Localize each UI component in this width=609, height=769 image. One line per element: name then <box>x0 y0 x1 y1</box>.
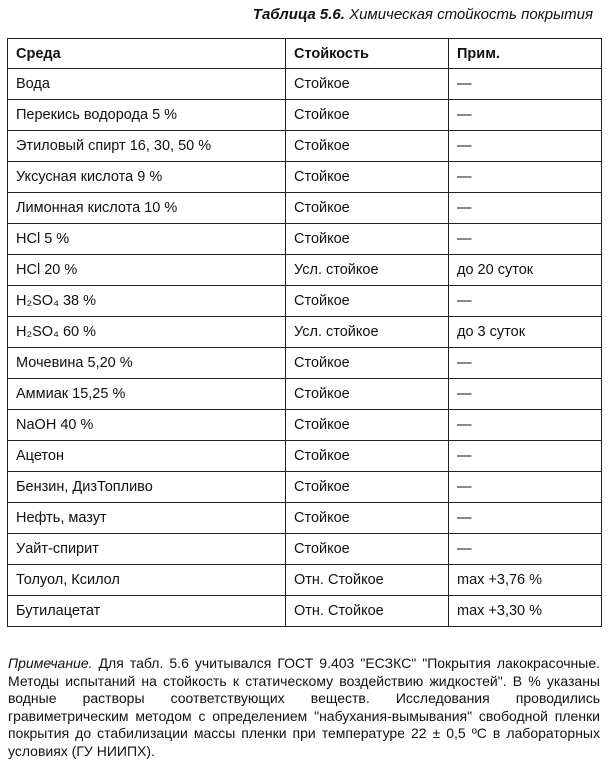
cell-resistance: Стойкое <box>286 410 449 441</box>
cell-note: — <box>449 131 602 162</box>
cell-note: max +3,76 % <box>449 565 602 596</box>
cell-resistance: Отн. Стойкое <box>286 565 449 596</box>
cell-note: — <box>449 100 602 131</box>
table-row <box>8 441 602 472</box>
cell-resistance: Стойкое <box>286 162 449 193</box>
cell-note: до 3 суток <box>449 317 602 348</box>
cell-resistance: Стойкое <box>286 69 449 100</box>
footnote <box>8 655 600 760</box>
table-row <box>8 162 602 193</box>
table-caption-label: Таблица 5.6. <box>252 6 345 23</box>
table-row <box>8 565 602 596</box>
cell-resistance: Стойкое <box>286 348 449 379</box>
cell-medium: HCl 5 % <box>8 224 286 255</box>
cell-medium: Уайт-спирит <box>8 534 286 565</box>
table-caption-title: Химическая стойкость покрытия <box>349 6 593 23</box>
cell-resistance: Усл. стойкое <box>286 255 449 286</box>
cell-medium: Бензин, ДизТопливо <box>8 472 286 503</box>
table-row <box>8 224 602 255</box>
cell-note: до 20 суток <box>449 255 602 286</box>
cell-medium: Бутилацетат <box>8 596 286 627</box>
table-row <box>8 286 602 317</box>
cell-resistance: Стойкое <box>286 472 449 503</box>
cell-note: max +3,30 % <box>449 596 602 627</box>
header-medium: Среда <box>8 39 286 69</box>
cell-medium: Толуол, Ксилол <box>8 565 286 596</box>
cell-medium: Лимонная кислота 10 % <box>8 193 286 224</box>
chemical-resistance-table <box>7 38 602 627</box>
cell-resistance: Стойкое <box>286 534 449 565</box>
table-row <box>8 348 602 379</box>
cell-note: — <box>449 348 602 379</box>
cell-resistance: Стойкое <box>286 100 449 131</box>
table-row <box>8 193 602 224</box>
cell-medium: Вода <box>8 69 286 100</box>
cell-medium: HCl 20 % <box>8 255 286 286</box>
cell-resistance: Стойкое <box>286 503 449 534</box>
table-row <box>8 255 602 286</box>
table-row <box>8 410 602 441</box>
cell-resistance: Стойкое <box>286 441 449 472</box>
table-row <box>8 503 602 534</box>
cell-medium: Уксусная кислота 9 % <box>8 162 286 193</box>
cell-resistance: Стойкое <box>286 193 449 224</box>
cell-resistance: Стойкое <box>286 224 449 255</box>
header-resistance: Стойкость <box>286 39 449 69</box>
cell-resistance: Стойкое <box>286 131 449 162</box>
cell-note: — <box>449 441 602 472</box>
cell-medium: Нефть, мазут <box>8 503 286 534</box>
cell-note: — <box>449 503 602 534</box>
cell-resistance: Стойкое <box>286 286 449 317</box>
cell-note: — <box>449 224 602 255</box>
cell-medium: H₂SO₄ 38 % <box>8 286 286 317</box>
cell-medium: Перекись водорода 5 % <box>8 100 286 131</box>
cell-medium: Аммиак 15,25 % <box>8 379 286 410</box>
table-row <box>8 100 602 131</box>
cell-medium: H₂SO₄ 60 % <box>8 317 286 348</box>
cell-note: — <box>449 379 602 410</box>
footnote-text: Для табл. 5.6 учитывался ГОСТ 9.403 "ЕСЗКС" "Покрытия лакокрасочные. Методы испытаний на стойкость к статическому воздействию жидкостей". В % указаны водные растворы соответствующих веществ. Исследования проводились гравиметрическим методом с определением "набухания-вымывания" свободной пленки покрытия до стабилизации массы пленки при температуре 22 ± 0,5 ºС в лабораторных условиях (ГУ НИИПХ). <box>8 655 600 759</box>
table-header-row <box>8 39 602 69</box>
cell-medium: Ацетон <box>8 441 286 472</box>
table-row <box>8 472 602 503</box>
table-caption <box>253 6 593 23</box>
table-row <box>8 69 602 100</box>
cell-medium: NaOH 40 % <box>8 410 286 441</box>
cell-medium: Мочевина 5,20 % <box>8 348 286 379</box>
cell-resistance: Усл. стойкое <box>286 317 449 348</box>
cell-note: — <box>449 193 602 224</box>
table-row <box>8 379 602 410</box>
cell-note: — <box>449 534 602 565</box>
cell-note: — <box>449 410 602 441</box>
cell-note: — <box>449 162 602 193</box>
footnote-label: Примечание. <box>8 655 93 671</box>
cell-note: — <box>449 286 602 317</box>
cell-note: — <box>449 69 602 100</box>
table-row <box>8 131 602 162</box>
cell-medium: Этиловый спирт 16, 30, 50 % <box>8 131 286 162</box>
table-row <box>8 596 602 627</box>
cell-note: — <box>449 472 602 503</box>
header-note: Прим. <box>449 39 602 69</box>
cell-resistance: Стойкое <box>286 379 449 410</box>
table-row <box>8 534 602 565</box>
table-row <box>8 317 602 348</box>
cell-resistance: Отн. Стойкое <box>286 596 449 627</box>
